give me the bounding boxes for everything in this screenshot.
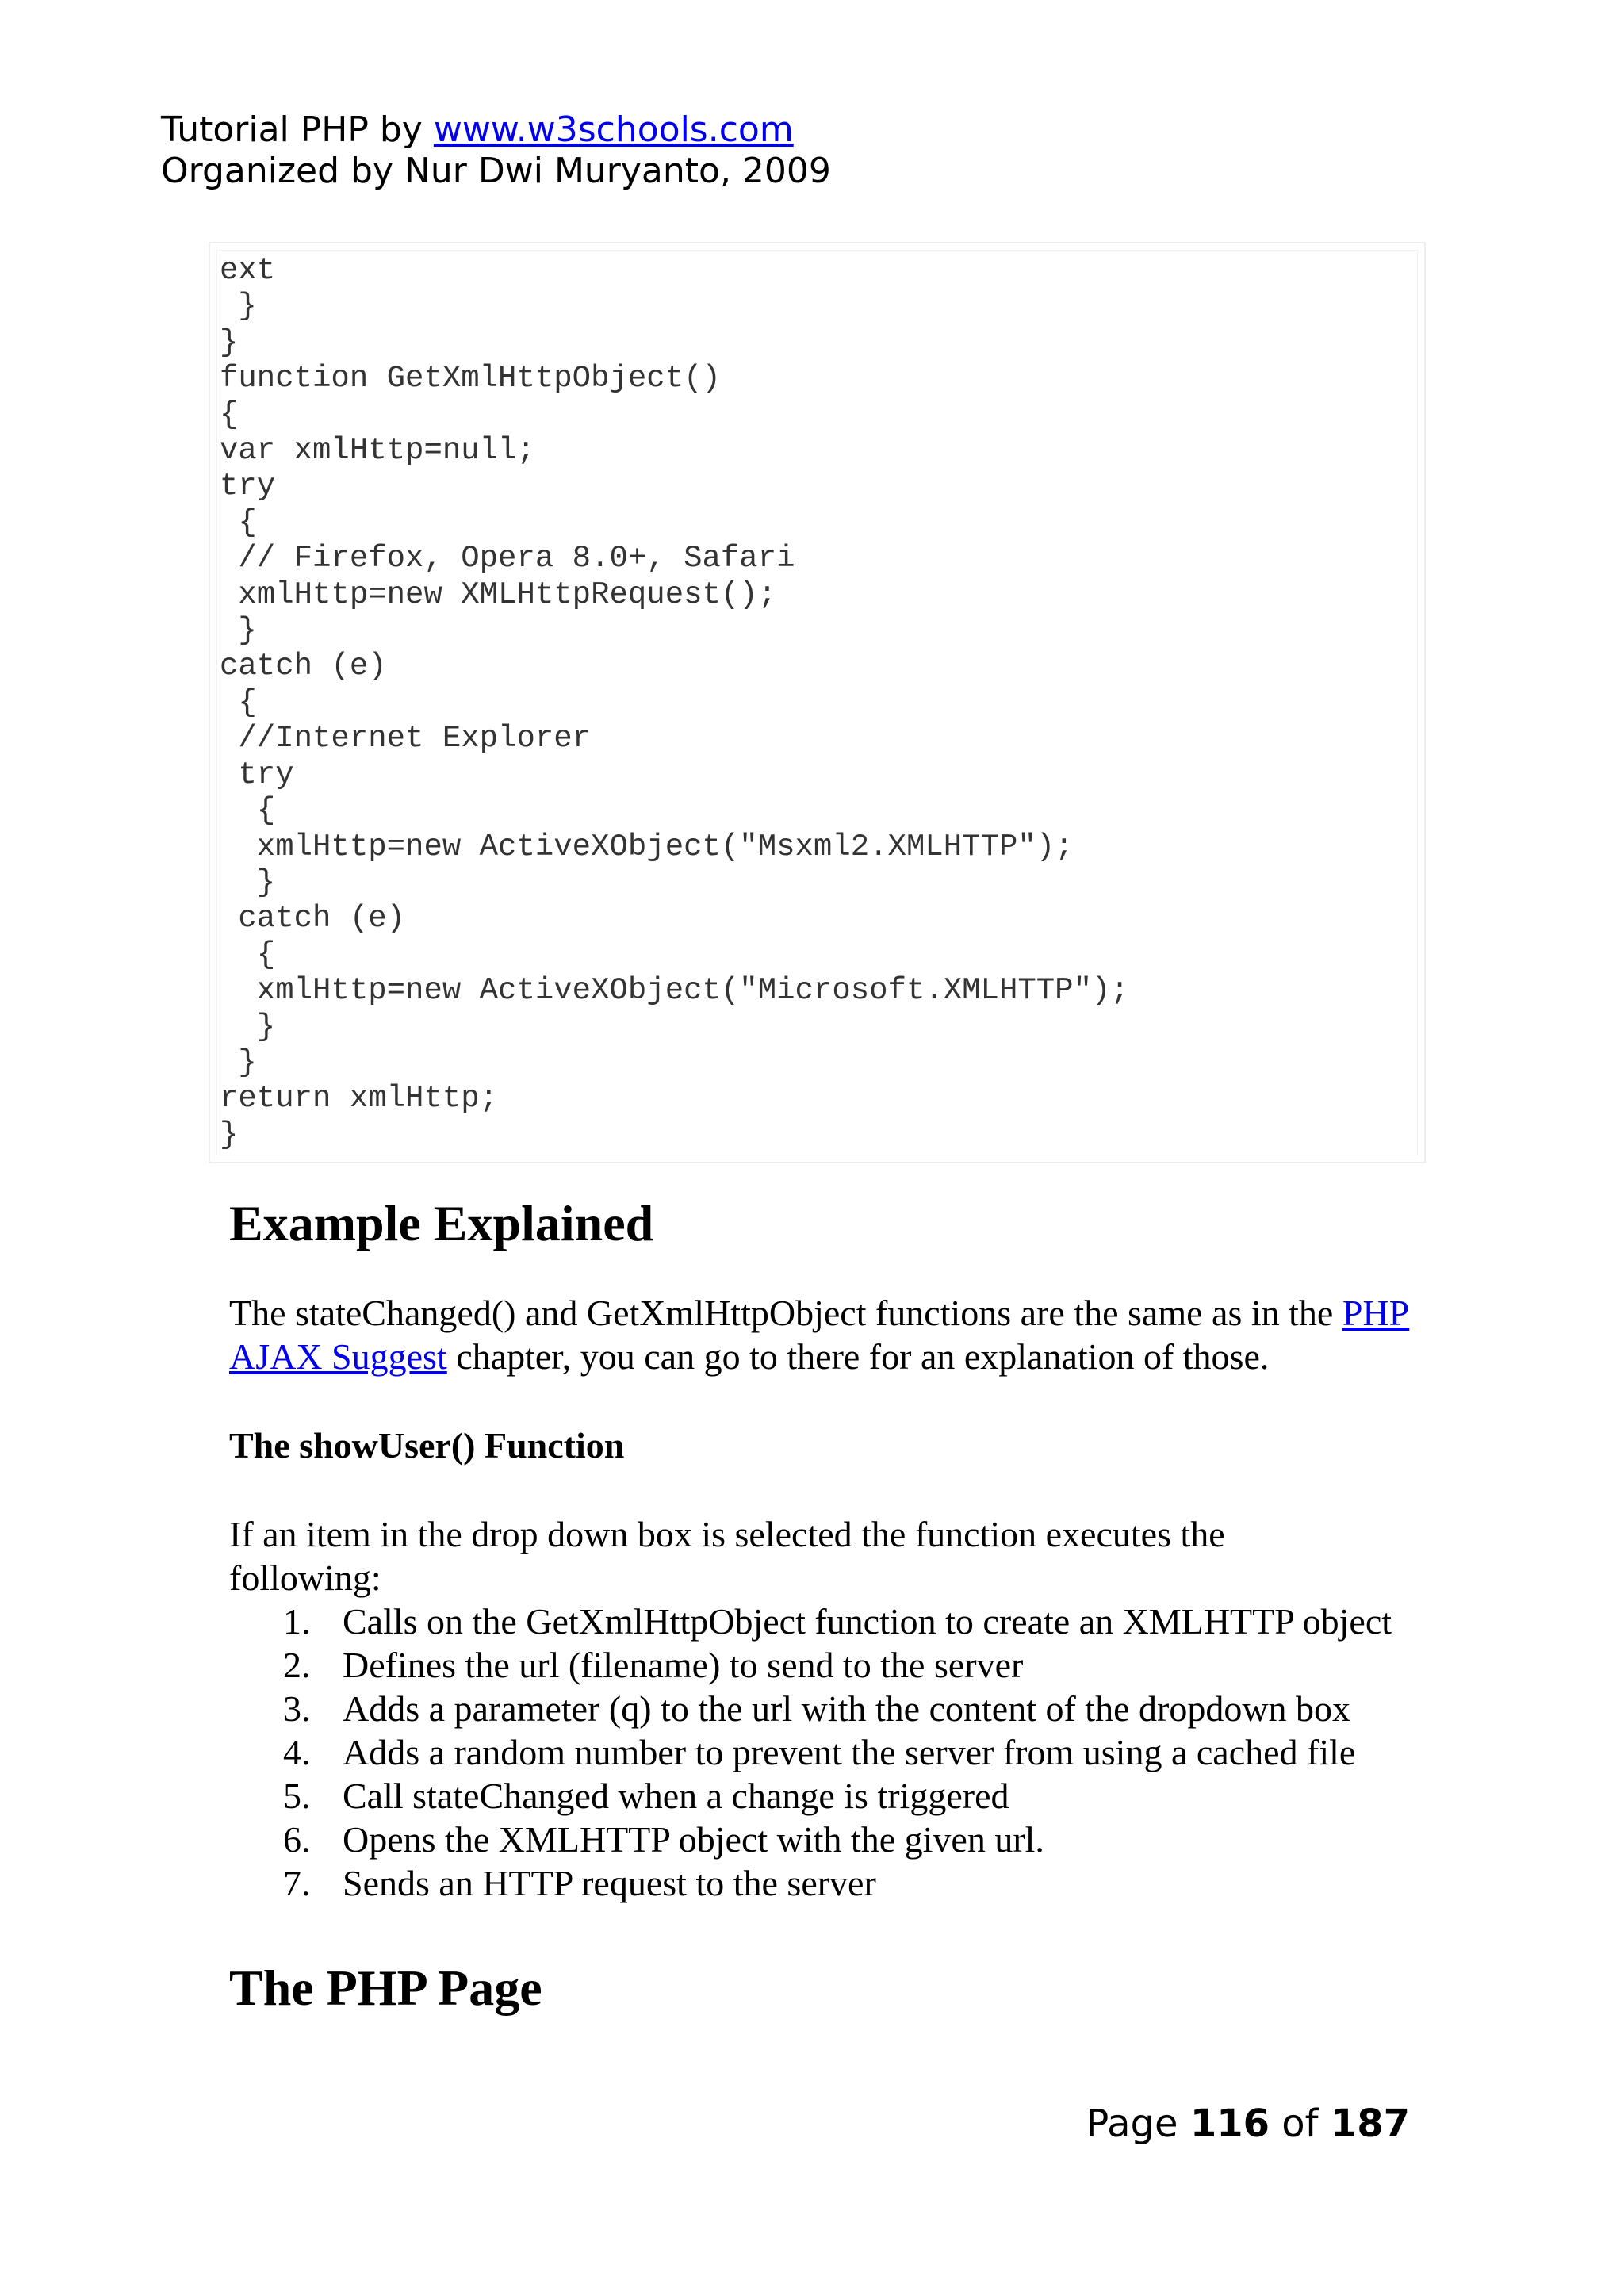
list-item-number: 5. <box>283 1776 311 1816</box>
code-line: try <box>220 757 294 792</box>
page-header <box>161 109 831 192</box>
list-item-text: Calls on the GetXmlHttpObject function to create an XMLHTTP object <box>343 1601 1392 1642</box>
php-ajax-suggest-link[interactable]: PHP AJAX Suggest <box>229 1293 1410 1377</box>
code-line: // Firefox, Opera 8.0+, Safari <box>220 541 795 577</box>
code-line: return xmlHttp; <box>220 1081 499 1117</box>
code-block <box>209 242 1426 1163</box>
list-item-text: Defines the url (filename) to send to the server <box>343 1645 1024 1685</box>
list-item-text: Adds a random number to prevent the server from using a cached file <box>343 1732 1356 1772</box>
code-line: xmlHttp=new XMLHttpRequest(); <box>220 577 777 612</box>
intro-paragraph <box>229 1291 1427 1378</box>
code-line: ext <box>220 253 276 288</box>
code-line: } <box>220 324 239 360</box>
code-text <box>220 253 1129 1153</box>
code-line: { <box>220 684 257 720</box>
list-item-number: 3. <box>283 1688 311 1729</box>
main-content <box>229 1193 1427 2018</box>
page-footer <box>1086 2102 1410 2146</box>
code-line: catch (e) <box>220 649 387 684</box>
list-item-number: 7. <box>283 1863 311 1903</box>
list-item-text: Adds a parameter (q) to the url with the content of the dropdown box <box>343 1688 1351 1729</box>
showuser-intro: If an item in the drop down box is selected the function executes the following: <box>229 1514 1225 1598</box>
footer-page-total: 187 <box>1330 2102 1410 2146</box>
list-item <box>229 1600 1427 1643</box>
list-item-number: 2. <box>283 1645 311 1685</box>
code-line: xmlHttp=new ActiveXObject("Microsoft.XMLHTTP"); <box>220 973 1129 1009</box>
footer-page-number: 116 <box>1189 2102 1270 2146</box>
code-line: } <box>220 1009 276 1044</box>
code-line: catch (e) <box>220 901 406 937</box>
code-line: } <box>220 864 276 900</box>
header-line-2: Organized by Nur Dwi Muryanto, 2009 <box>161 151 831 191</box>
list-item <box>229 1730 1427 1774</box>
list-item <box>229 1687 1427 1730</box>
intro-text-after: chapter, you can go to there for an explanation of those. <box>446 1336 1270 1377</box>
code-line: try <box>220 469 276 504</box>
heading-php-page: The PHP Page <box>229 1960 542 2016</box>
steps-list <box>229 1600 1427 1905</box>
list-item <box>229 1861 1427 1905</box>
footer-of-label: of <box>1270 2102 1331 2146</box>
w3schools-link[interactable]: www.w3schools.com <box>433 109 794 150</box>
list-item-text: Sends an HTTP request to the server <box>343 1863 876 1903</box>
code-line: } <box>220 1117 239 1152</box>
header-line-1 <box>161 109 831 151</box>
footer-page-label: Page <box>1086 2102 1190 2146</box>
code-line: } <box>220 613 257 649</box>
code-line: //Internet Explorer <box>220 721 592 757</box>
list-item-number: 4. <box>283 1732 311 1772</box>
code-line: } <box>220 1044 257 1080</box>
header-prefix: Tutorial PHP by <box>161 109 434 150</box>
code-line: { <box>220 397 239 432</box>
code-line: { <box>220 793 276 829</box>
code-line: function GetXmlHttpObject() <box>220 361 721 397</box>
code-line: { <box>220 504 257 540</box>
code-line: xmlHttp=new ActiveXObject("Msxml2.XMLHTTP"); <box>220 829 1074 864</box>
list-item <box>229 1774 1427 1818</box>
list-item <box>229 1643 1427 1687</box>
code-line: var xmlHttp=null; <box>220 433 535 469</box>
list-item-text: Opens the XMLHTTP object with the given url. <box>343 1819 1044 1860</box>
code-line: { <box>220 937 276 972</box>
list-item <box>229 1818 1427 1861</box>
intro-text-before: The stateChanged() and GetXmlHttpObject functions are the same as in the <box>229 1293 1342 1333</box>
code-line: } <box>220 289 257 324</box>
heading-example-explained: Example Explained <box>229 1195 654 1251</box>
list-item-number: 1. <box>283 1601 311 1642</box>
list-item-number: 6. <box>283 1819 311 1860</box>
subheading-showuser: The showUser() Function <box>229 1425 625 1466</box>
list-item-text: Call stateChanged when a change is triggered <box>343 1776 1009 1816</box>
